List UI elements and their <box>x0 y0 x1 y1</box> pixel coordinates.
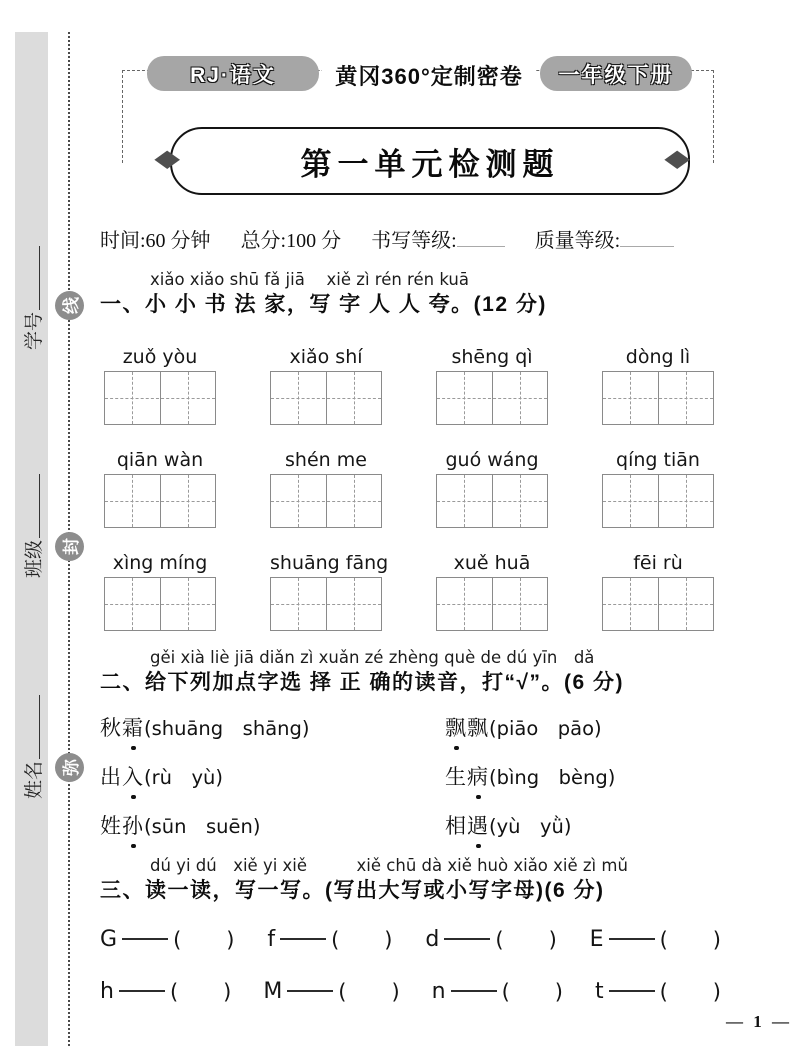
dash-line <box>609 938 655 940</box>
letter-label: G <box>100 926 118 952</box>
writing-cell[interactable] <box>658 578 714 630</box>
phonetic-choice-item <box>445 712 760 745</box>
writing-cell[interactable] <box>603 578 658 630</box>
writing-cell[interactable] <box>326 372 382 424</box>
answer-blank[interactable]: ( ) <box>659 980 722 1004</box>
dash-line <box>119 990 165 992</box>
writing-cell[interactable] <box>271 372 326 424</box>
writing-cell[interactable] <box>105 578 160 630</box>
word-pinyin: xiǎo shí <box>289 346 363 368</box>
writing-grade-label: 书写等级: <box>371 224 505 253</box>
phonetic-choice-item <box>100 810 445 843</box>
writing-cell[interactable] <box>492 475 548 527</box>
fill-line[interactable] <box>24 246 40 310</box>
writing-box[interactable] <box>104 577 216 631</box>
paper-title: 第一单元检测题 <box>300 146 560 182</box>
writing-cell[interactable] <box>437 475 492 527</box>
writing-box[interactable] <box>270 474 382 528</box>
word-cell <box>436 552 548 631</box>
section-2-pinyin: gěi xià liè jiā diǎn zì xuǎn zé zhèng què de dú yīn dǎ <box>150 648 595 667</box>
writing-cell[interactable] <box>603 475 658 527</box>
writing-cell[interactable] <box>492 578 548 630</box>
item-dotted-char: 飘 <box>445 712 467 744</box>
answer-blank[interactable]: ( ) <box>659 928 722 952</box>
letter-item <box>100 976 232 1006</box>
item-dotted-char: 霜 <box>122 712 144 744</box>
writing-box[interactable] <box>270 371 382 425</box>
seal-field-label: 学号 <box>23 311 45 350</box>
letter-item <box>263 976 400 1006</box>
letter-item <box>432 976 564 1006</box>
paper-title-banner <box>170 127 690 195</box>
seal-field-student-number <box>21 210 43 350</box>
letter-label: t <box>594 978 604 1004</box>
word-cell <box>436 346 548 425</box>
writing-box[interactable] <box>602 577 714 631</box>
answer-blank[interactable]: ( ) <box>331 928 394 952</box>
writing-grade-blank[interactable] <box>457 230 505 247</box>
letter-item <box>590 924 722 954</box>
phonetic-choice-item <box>100 712 445 745</box>
seal-circle-xian <box>55 291 84 320</box>
section-3-pinyin: dú yi dú xiě yi xiě xiě chū dà xiě huò xiǎo xiě zì mǔ <box>150 856 628 875</box>
exam-info-line <box>100 224 762 253</box>
section-2-title: 二、给下列加点字选 择 正 确的读音，打“√”。(6 分) <box>100 671 625 694</box>
writing-box[interactable] <box>104 474 216 528</box>
quality-grade-blank[interactable] <box>620 230 674 247</box>
writing-box[interactable] <box>602 371 714 425</box>
word-cell <box>270 346 382 425</box>
word-pinyin: shēng qì <box>451 346 533 368</box>
answer-blank[interactable]: ( ) <box>169 980 233 1004</box>
item-options[interactable]: (shuāng shāng) <box>144 717 310 740</box>
word-cell <box>104 449 216 528</box>
seal-field-name <box>21 659 43 799</box>
letter-item <box>100 924 235 954</box>
writing-box[interactable] <box>436 371 548 425</box>
letter-row <box>100 976 722 1006</box>
writing-cell[interactable] <box>271 578 326 630</box>
section-3-letters <box>100 856 760 1006</box>
letter-label: E <box>589 926 604 952</box>
seal-circle-mi <box>55 753 84 782</box>
pronunciation-items <box>100 712 760 843</box>
word-cell <box>104 552 216 631</box>
word-pinyin: guó wáng <box>445 449 539 471</box>
word-pinyin: qiān wàn <box>116 449 204 471</box>
seal-field-label: 班级 <box>23 539 45 578</box>
answer-blank[interactable]: ( ) <box>173 928 236 952</box>
phonetic-choice-item <box>100 761 445 794</box>
writing-cell[interactable] <box>160 372 216 424</box>
writing-cell[interactable] <box>437 372 492 424</box>
time-label: 时间:60 分钟 <box>100 230 211 252</box>
word-cell <box>436 449 548 528</box>
edition-pill: RJ·语文 <box>147 56 319 91</box>
writing-cell[interactable] <box>492 372 548 424</box>
item-char: 秋 <box>100 716 122 740</box>
letter-label: M <box>263 978 283 1004</box>
phonetic-choice-item <box>445 761 760 794</box>
dash-line <box>287 990 333 992</box>
writing-cell[interactable] <box>603 372 658 424</box>
writing-box[interactable] <box>270 577 382 631</box>
writing-cell[interactable] <box>658 475 714 527</box>
section-1-writing <box>100 270 760 631</box>
writing-grid <box>104 346 760 631</box>
item-options[interactable]: (rù yù) <box>144 766 223 789</box>
grade-pill: 一年级下册 <box>540 56 692 91</box>
writing-cell[interactable] <box>160 578 216 630</box>
word-cell <box>602 552 714 631</box>
word-pinyin: xìng míng <box>112 552 208 574</box>
item-options[interactable]: (piāo pāo) <box>489 717 602 740</box>
item-char: 相 <box>445 814 467 838</box>
section-1-title: 一、小 小 书 法 家，写 字 人 人 夸。(12 分) <box>100 293 547 316</box>
writing-box[interactable] <box>436 577 548 631</box>
item-options[interactable]: (yù yǜ) <box>489 815 572 838</box>
word-pinyin: fēi rù <box>633 552 683 574</box>
writing-box[interactable] <box>436 474 548 528</box>
answer-blank[interactable]: ( ) <box>338 980 401 1004</box>
writing-cell[interactable] <box>105 372 160 424</box>
word-cell <box>270 449 382 528</box>
seal-circle-label: 弥 <box>62 759 81 776</box>
section-3-title: 三、读一读，写一写。(写出大写或小写字母)(6 分) <box>100 879 605 902</box>
writing-cell[interactable] <box>271 475 326 527</box>
writing-box[interactable] <box>602 474 714 528</box>
word-pinyin: zuǒ yòu <box>122 346 198 368</box>
letter-label: n <box>431 978 446 1004</box>
phonetic-choice-item <box>445 810 760 843</box>
section-2-pronunciation <box>100 648 760 843</box>
fill-line[interactable] <box>24 695 40 759</box>
seal-circle-label: 线 <box>62 297 81 314</box>
word-pinyin: shén me <box>285 449 367 471</box>
word-pinyin: shuāng fāng <box>270 552 389 574</box>
diamond-icon: ◆ <box>154 144 181 172</box>
word-cell <box>104 346 216 425</box>
dash-line <box>280 938 326 940</box>
fill-line[interactable] <box>24 474 40 538</box>
letter-label: d <box>425 926 440 952</box>
item-dotted-char: 遇 <box>467 810 489 842</box>
letter-label: h <box>100 978 114 1004</box>
total-score-label: 总分:100 分 <box>240 230 342 252</box>
letter-item <box>425 924 557 954</box>
dash-line <box>122 938 168 940</box>
writing-cell[interactable] <box>658 372 714 424</box>
item-char: 出 <box>100 765 122 789</box>
dash-line <box>609 990 655 992</box>
letter-item <box>267 924 393 954</box>
word-pinyin: dòng lì <box>625 346 691 368</box>
letter-row <box>100 924 722 954</box>
writing-cell[interactable] <box>160 475 216 527</box>
writing-cell[interactable] <box>437 578 492 630</box>
writing-cell[interactable] <box>326 578 382 630</box>
item-options[interactable]: (bìng bèng) <box>489 766 616 789</box>
quality-grade-label: 质量等级: <box>535 224 675 253</box>
page-number: — 1 — <box>726 1012 792 1031</box>
writing-cell[interactable] <box>105 475 160 527</box>
diamond-icon: ◆ <box>664 144 691 172</box>
word-pinyin: qíng tiān <box>616 449 700 471</box>
item-dotted-char: 入 <box>122 761 144 793</box>
seal-circle-label: 封 <box>62 538 81 555</box>
word-cell <box>602 449 714 528</box>
answer-blank[interactable]: ( ) <box>495 928 558 952</box>
item-char: 飘 <box>467 716 489 740</box>
item-char: 姓 <box>100 814 122 838</box>
dash-line <box>451 990 497 992</box>
seal-field-label: 姓名 <box>23 760 45 799</box>
item-dotted-char: 孙 <box>122 810 144 842</box>
item-options[interactable]: (sūn suēn) <box>144 815 261 838</box>
item-dotted-char: 病 <box>467 761 489 793</box>
letter-label: f <box>267 926 276 952</box>
seal-field-class <box>21 438 43 578</box>
letter-item <box>595 976 722 1006</box>
section-1-pinyin: xiǎo xiǎo shū fǎ jiā xiě zì rén rén kuā <box>150 270 469 289</box>
writing-cell[interactable] <box>326 475 382 527</box>
seal-circle-feng <box>55 532 84 561</box>
item-char: 生 <box>445 765 467 789</box>
word-pinyin: xuě huā <box>453 552 531 574</box>
dash-line <box>444 938 490 940</box>
series-title: 黄冈360°定制密卷 <box>322 60 536 91</box>
word-cell <box>270 552 389 631</box>
answer-blank[interactable]: ( ) <box>501 980 564 1004</box>
word-cell <box>602 346 714 425</box>
writing-box[interactable] <box>104 371 216 425</box>
